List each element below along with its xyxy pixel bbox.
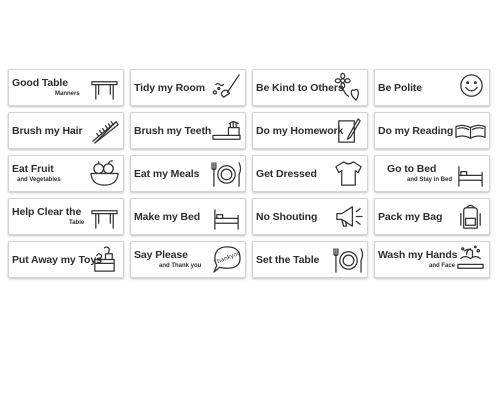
chore-card-put-away-my-toys [8, 241, 124, 278]
card-title: Brush my Hair [12, 125, 83, 137]
chore-card-grid [8, 69, 490, 278]
card-title: Wash my Hands [378, 249, 458, 261]
plate-cutlery-icon [211, 159, 242, 188]
bed-icon [211, 202, 242, 231]
card-title: Do my Homework [256, 125, 344, 137]
chore-card-pack-my-bag [374, 198, 490, 235]
washing-hands-icon [455, 245, 486, 274]
card-title: Eat Fruit [12, 163, 54, 175]
chore-card-be-kind-to-others [252, 69, 368, 106]
vacuum-icon [211, 73, 242, 102]
card-title: Be Kind to Others [256, 82, 344, 94]
comb-icon [89, 116, 120, 145]
table-icon [89, 73, 120, 102]
chore-card-go-to-bed-and-stay-in-bed [374, 155, 490, 192]
chore-card-eat-my-meals [130, 155, 246, 192]
chore-card-make-my-bed [130, 198, 246, 235]
card-subtitle: Manners [55, 91, 80, 97]
chore-card-eat-fruit-and-vegetables [8, 155, 124, 192]
card-title: Set the Table [256, 254, 320, 266]
chore-card-say-please-and-thank-you [130, 241, 246, 278]
chore-card-tidy-my-room [130, 69, 246, 106]
card-title: Brush my Teeth [134, 125, 212, 137]
card-title: Go to Bed [387, 163, 437, 175]
plate-cutlery-icon [333, 245, 364, 274]
toothbrush-icon [211, 116, 242, 145]
smiley-icon [455, 73, 486, 102]
chore-card-get-dressed [252, 155, 368, 192]
card-title: Put Away my Toys [12, 254, 102, 266]
megaphone-icon [333, 202, 364, 231]
notepad-pencil-icon [333, 116, 364, 145]
flower-heart-icon [333, 73, 364, 102]
speech-bubble-icon [211, 245, 242, 274]
bed-icon [455, 159, 486, 188]
card-title: Be Polite [378, 82, 423, 94]
card-subtitle: and Face [429, 263, 456, 269]
card-subtitle: and Vegetables [17, 177, 61, 183]
card-title: No Shouting [256, 211, 318, 223]
toy-box-icon [89, 245, 120, 274]
chore-card-good-table-manners [8, 69, 124, 106]
svg-text:Thankyou: Thankyou [213, 250, 242, 267]
chore-card-do-my-homework [252, 112, 368, 149]
fruit-bowl-icon [89, 159, 120, 188]
chore-card-brush-my-hair [8, 112, 124, 149]
card-title: Get Dressed [256, 168, 317, 180]
card-title: Eat my Meals [134, 168, 200, 180]
card-title: Help Clear the [12, 206, 82, 218]
chore-card-wash-my-hands-and-face [374, 241, 490, 278]
card-title: Say Please [134, 249, 188, 261]
card-subtitle: and Thank you [159, 263, 202, 269]
card-subtitle: Table [69, 220, 85, 226]
tshirt-icon [333, 159, 364, 188]
chore-card-be-polite [374, 69, 490, 106]
chore-card-set-the-table [252, 241, 368, 278]
backpack-icon [455, 202, 486, 231]
card-title: Good Table [12, 77, 68, 89]
book-icon [455, 116, 486, 145]
table-icon [89, 202, 120, 231]
card-title: Do my Reading [378, 125, 454, 137]
chore-card-do-my-reading [374, 112, 490, 149]
card-subtitle: and Stay in Bed [407, 177, 453, 183]
card-title: Tidy my Room [134, 82, 205, 94]
card-title: Pack my Bag [378, 211, 443, 223]
chore-card-help-clear-the-table [8, 198, 124, 235]
card-title: Make my Bed [134, 211, 201, 223]
chore-card-no-shouting [252, 198, 368, 235]
chore-card-brush-my-teeth [130, 112, 246, 149]
